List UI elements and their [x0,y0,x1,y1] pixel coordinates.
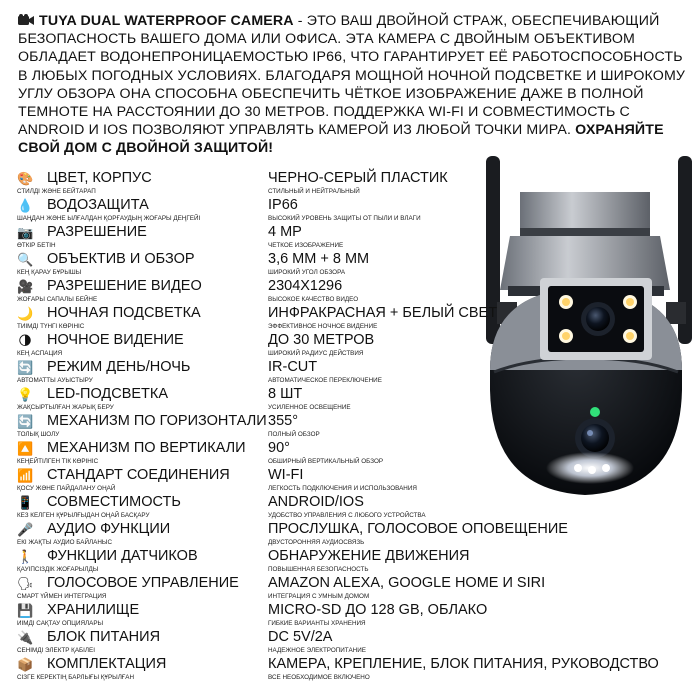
light-bulb-icon: 💡 [17,387,34,402]
spec-row [0,197,700,224]
spec-value: IP66 [268,197,298,213]
spec-sublabel: ТОЛЫҚ ШОЛУ [17,431,60,438]
spec-subvalue: УСИЛЕННОЕ ОСВЕЩЕНИЕ [268,404,351,411]
storage-card-icon: 💾 [17,603,34,618]
spec-value: DC 5V/2A [268,629,333,645]
spec-row [0,548,700,575]
spec-value: 355° [268,413,298,429]
spec-subvalue: ШИРОКИЙ РАДИУС ДЕЙСТВИЯ [268,350,364,357]
spec-label: ФУНКЦИИ ДАТЧИКОВ [47,548,198,564]
spec-row [0,251,700,278]
spec-row [0,575,700,602]
spec-row [0,278,700,305]
spec-subvalue: ВСЕ НЕОБХОДИМОЕ ВКЛЮЧЕНО [268,674,370,681]
spec-label: РАЗРЕШЕНИЕ [47,224,147,240]
phone-icon: 📱 [17,495,34,510]
spec-value: 4 МР [268,224,302,240]
spec-value: 2304X1296 [268,278,343,294]
spec-sublabel: СМАРТ ҮЙМЕН ИНТЕГРАЦИЯ [17,593,107,600]
spec-value: ANDROID/IOS [268,494,364,510]
magnifier-icon: 🔍 [17,252,34,267]
spec-label: ХРАНИЛИЩЕ [47,602,140,618]
spec-label: ЦВЕТ, КОРПУС [47,170,152,186]
spec-sublabel: ҚОСУ ЖӘНЕ ПАЙДАЛАНУ ОҢАЙ [17,485,116,492]
spec-sublabel: ЕКІ ЖАҚТЫ АУДИО БАЙЛАНЫС [17,539,113,546]
spec-subvalue: ГИБКИЕ ВАРИАНТЫ ХРАНЕНИЯ [268,620,366,627]
spec-subvalue: ВЫСОКОЕ КАЧЕСТВО ВИДЕО [268,296,359,303]
spec-sublabel: СІЗГЕ КЕРЕКТІҢ БАРЛЫҒЫ ҚҰРЫЛҒАН [17,674,135,681]
spec-label: МЕХАНИЗМ ПО ВЕРТИКАЛИ [47,440,246,456]
spec-value: 8 ШТ [268,386,303,402]
crescent-moon-icon: 🌙 [17,306,34,321]
spec-label: ВОДОЗАЩИТА [47,197,149,213]
spec-subvalue: АВТОМАТИЧЕСКОЕ ПЕРЕКЛЮЧЕНИЕ [268,377,382,384]
spec-label: ГОЛОСОВОЕ УПРАВЛЕНИЕ [47,575,239,591]
spec-row [0,386,700,413]
spec-row [0,305,700,332]
spec-row [0,521,700,548]
spec-value: ЧЕРНО-СЕРЫЙ ПЛАСТИК [268,170,448,186]
spec-sublabel: ТИІМДІ ТҮНГІ КӨРІНІС [17,323,85,330]
intro-body: - ЭТО ВАШ ДВОЙНОЙ СТРАЖ, ОБЕСПЕЧИВАЮЩИЙ БЕЗОПАСНОСТЬ ВАШЕГО ДОМА ИЛИ ОФИСА. ЭТА КАМЕРА С ДВОЙНЫМ ОБЪЕКТИВОМ ОБЛАДАЕТ ВОДОНЕПРОНИЦАЕМОСТЬЮ IP66, ЧТО ГАРАНТИРУЕТ ЕЁ РАБОТОСПОСОБНОСТЬ В ЛЮБЫХ ПОГОДНЫХ УСЛОВИЯХ. БЛАГОДАРЯ МОЩНОЙ НОЧНОЙ ПОДСВЕТКЕ И ШИРОКОМУ УГЛУ ОБЗОРА ОНА СПОСОБНА ОБЕСПЕЧИТЬ ЧЁТКОЕ ИЗОБРАЖЕНИЕ ДАЖЕ В ПОЛНОЙ ТЕМНОТЕ НА РАССТОЯНИИ ДО 30 МЕТРОВ. ПОДДЕРЖКА WI-FI И СОВМЕСТИМОСТЬ С ANDROID И IOS ПОЗВОЛЯЮТ УПРАВЛЯТЬ КАМЕРОЙ ИЗ ЛЮБОЙ ТОЧКИ МИРА. [18,13,686,139]
video-camera-icon: 🎥 [17,279,34,294]
spec-label: СОВМЕСТИМОСТЬ [47,494,181,510]
spec-row [0,602,700,629]
spec-row [0,494,700,521]
spec-subvalue: ОБШИРНЫЙ ВЕРТИКАЛЬНЫЙ ОБЗОР [268,458,384,465]
spec-label: РАЗРЕШЕНИЕ ВИДЕО [47,278,202,294]
spec-subvalue: СТИЛЬНЫЙ И НЕЙТРАЛЬНЫЙ [268,188,360,195]
spec-row [0,359,700,386]
intro-closing: ОХРАНЯЙТЕ СВОЙ ДОМ С ДВОЙНОЙ ЗАЩИТОЙ! [18,122,664,157]
spec-subvalue: ПОЛНЫЙ ОБЗОР [268,431,320,438]
spec-value: AMAZON ALEXA, GOOGLE HOME И SIRI [268,575,546,591]
spec-sublabel: ЖАҚСЫРТЫЛҒАН ЖАРЫҚ БЕРУ [17,404,114,411]
package-icon: 📦 [17,657,34,672]
spec-value: ИНФРАКРАСНАЯ + БЕЛЫЙ СВЕТ [268,305,498,321]
arrows-cycle-icon: 🔄 [17,360,34,375]
spec-subvalue: ЧЕТКОЕ ИЗОБРАЖЕНИЕ [268,242,344,249]
spec-label: МЕХАНИЗМ ПО ГОРИЗОНТАЛИ [47,413,267,429]
spec-value: MICRO-SD ДО 128 GB, ОБЛАКО [268,602,488,618]
signal-icon: 📶 [17,468,34,483]
water-drop-icon: 💧 [17,198,34,213]
spec-subvalue: ЛЕГКОСТЬ ПОДКЛЮЧЕНИЯ И ИСПОЛЬЗОВАНИЯ [268,485,417,492]
spec-sublabel: КЕҢЕЙТІЛГЕН ТІК КӨРІНІС [17,458,99,465]
spec-value: IR-CUT [268,359,318,375]
spec-value: КАМЕРА, КРЕПЛЕНИЕ, БЛОК ПИТАНИЯ, РУКОВОДСТВО [268,656,659,672]
spec-subvalue: НАДЕЖНОЕ ЭЛЕКТРОПИТАНИЕ [268,647,366,654]
plug-icon: 🔌 [17,630,34,645]
spec-value: ПРОСЛУШКА, ГОЛОСОВОЕ ОПОВЕЩЕНИЕ [268,521,568,537]
spec-label: НОЧНАЯ ПОДСВЕТКА [47,305,201,321]
speaking-head-icon: 🗣 [17,576,34,591]
half-moon-icon: 🌗 [18,333,32,348]
spec-row [0,656,700,683]
spec-row [0,332,700,359]
spec-label: БЛОК ПИТАНИЯ [47,629,161,645]
spec-row [0,629,700,656]
spec-value: 90° [268,440,290,456]
spec-value: 3,6 ММ + 8 ММ [268,251,370,267]
spec-sublabel: СЕНІМДІ ЭЛЕКТР ҚАБІЛЕІ [17,647,95,654]
spec-subvalue: ИНТЕГРАЦИЯ С УМНЫМ ДОМОМ [268,593,370,600]
spec-sublabel: АВТОМАТТЫ АУЫСТЫРУ [17,377,93,384]
spec-subvalue: УДОБСТВО УПРАВЛЕНИЯ С ЛЮБОГО УСТРОЙСТВА [268,512,426,519]
up-arrow-icon: 🔼 [17,441,34,456]
spec-sublabel: ҚАУІПСІЗДІК ЖОҒАРЫЛДЫ [17,566,99,573]
spec-subvalue: ДВУСТОРОННЯЯ АУДИОСВЯЗЬ [268,539,365,546]
microphone-icon: 🎤 [17,522,34,537]
spec-sublabel: ШАҢДАН ЖӘНЕ ЫЛҒАЛДАН ҚОРҒАУДЫҢ ЖОҒАРЫ ДЕҢГЕЙІ [17,215,201,222]
spec-sublabel: СТИЛДІ ЖӘНЕ БЕЙТАРАП [17,188,96,195]
camera-icon: 📷 [17,225,34,240]
spec-label: РЕЖИМ ДЕНЬ/НОЧЬ [47,359,191,375]
spec-sublabel: КЕҢ ҚАРАУ БҰРЫШЫ [17,269,82,276]
product-brand: TUYA DUAL WATERPROOF CAMERA [39,13,294,29]
spec-row [0,170,700,197]
spec-label: СТАНДАРТ СОЕДИНЕНИЯ [47,467,230,483]
spec-label: LED-ПОДСВЕТКА [47,386,169,402]
spec-subvalue: ПОВЫШЕННАЯ БЕЗОПАСНОСТЬ [268,566,369,573]
spec-row [0,440,700,467]
spec-subvalue: ШИРОКИЙ УГОЛ ОБЗОРА [268,269,346,276]
spec-row [0,413,700,440]
spec-value: WI-FI [268,467,304,483]
spec-label: НОЧНОЕ ВИДЕНИЕ [47,332,184,348]
intro-paragraph [18,12,686,158]
spec-sublabel: ИІМДІ САҚТАУ ОПЦИЯЛАРЫ [17,620,104,627]
spec-sublabel: КЕЗ КЕЛГЕН ҚҰРЫЛҒЫДАН ОҢАЙ БАСҚАРУ [17,512,150,519]
spec-row [0,467,700,494]
spec-label: КОМПЛЕКТАЦИЯ [47,656,167,672]
palette-icon: 🎨 [17,171,34,186]
video-camera-icon [18,14,34,26]
spec-row [0,224,700,251]
spec-sublabel: ӨТКІР БЕТІН [17,242,56,249]
walking-person-icon: 🚶 [17,549,34,564]
spec-label: ОБЪЕКТИВ И ОБЗОР [47,251,195,267]
spec-label: АУДИО ФУНКЦИИ [47,521,171,537]
spec-sublabel: ЖОҒАРЫ САПАЛЫ БЕЙНЕ [17,296,98,303]
spec-subvalue: ЭФФЕКТИВНОЕ НОЧНОЕ ВИДЕНИЕ [268,323,378,330]
spec-subvalue: ВЫСОКИЙ УРОВЕНЬ ЗАЩИТЫ ОТ ПЫЛИ И ВЛАГИ [268,215,421,222]
spec-value: ОБНАРУЖЕНИЕ ДВИЖЕНИЯ [268,548,470,564]
spec-value: ДО 30 МЕТРОВ [268,332,375,348]
rotate-icon: 🔄 [17,414,34,429]
spec-sublabel: КЕҢ АСПАЦИЯ [17,350,63,357]
